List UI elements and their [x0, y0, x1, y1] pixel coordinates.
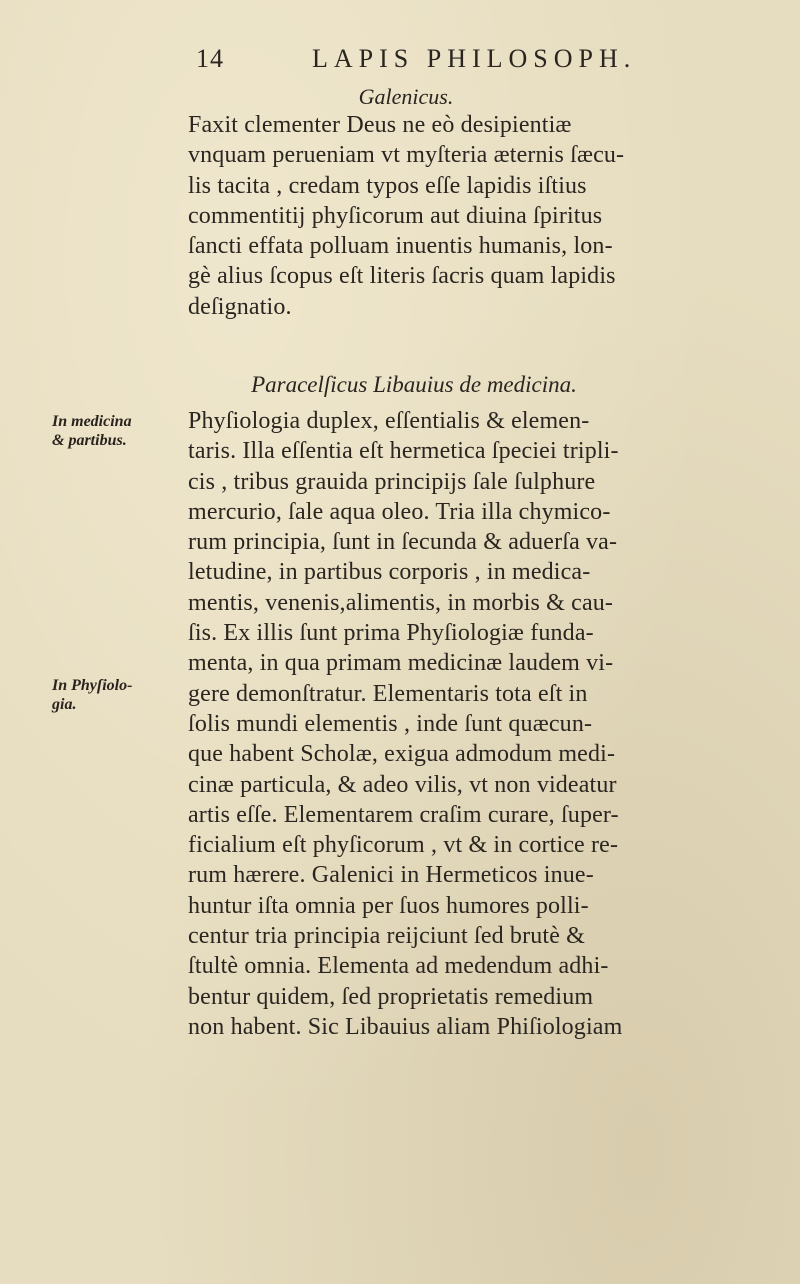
text-line: lis tacita , credam typos eſſe lapidis iſtius [188, 172, 587, 199]
margin-note-line: In medicina [52, 413, 132, 430]
text-line: ficialium eſt phyſicorum , vt & in cortice re- [188, 832, 619, 859]
text-line: ſancti effata polluam inuentis humanis, lon- [188, 233, 613, 260]
text-line: Phyſiologia duplex, eſſentialis & elemen- [188, 408, 590, 434]
speaker-heading-paracelsicus: Paracelſicus Libauius de medicina. [251, 372, 577, 397]
margin-note-line: gia. [52, 696, 77, 713]
text-line: mercurio, ſale aqua oleo. Tria illa chymico- [188, 498, 611, 525]
text-line: letudine, in partibus corporis , in medica- [188, 559, 591, 586]
text-line: deſignatio. [188, 293, 292, 320]
text-line: mentis, venenis,alimentis, in morbis & cau- [188, 589, 614, 616]
text-line: cis , tribus grauida principijs ſale ſulphure [188, 468, 596, 495]
running-title: LAPIS PHILOSOPH. [312, 44, 637, 73]
text-line: rum principia, ſunt in ſecunda & aduerſa va- [188, 529, 618, 556]
text-line: menta, in qua primam medicinæ laudem vi- [188, 650, 614, 677]
margin-note-medicina [52, 412, 192, 450]
paragraph-galenicus [188, 110, 740, 322]
text-line: vnquam perueniam vt myſteria æternis ſæcu- [188, 142, 625, 169]
running-head [0, 44, 800, 84]
text-line: Faxit clementer Deus ne eò desipientiæ [188, 112, 572, 138]
text-line: non habent. Sic Libauius aliam Phiſiologiam [188, 1013, 623, 1040]
text-line: ſolis mundi elementis , inde ſunt quæcun- [188, 710, 593, 737]
text-line: que habent Scholæ, exigua admodum medi- [188, 741, 616, 768]
text-line: huntur iſta omnia per ſuos humores polli- [188, 892, 589, 919]
paragraph-paracelsicus [188, 406, 740, 1042]
text-line: artis eſſe. Elementarem craſim curare, ſuper- [188, 801, 619, 828]
speaker-heading-galenicus: Galenicus. [358, 84, 454, 109]
text-line: bentur quidem, ſed proprietatis remedium [188, 983, 594, 1010]
margin-note-line: In Phyſiolo- [52, 677, 133, 694]
margin-note-line: & partibus. [52, 432, 127, 449]
text-line: taris. Illa eſſentia eſt hermetica ſpeciei tripli- [188, 438, 619, 465]
text-line: gè alius ſcopus eſt literis ſacris quam lapidis [188, 263, 616, 290]
margin-note-physiologia [52, 676, 192, 714]
text-line: cinæ particula, & adeo vilis, vt non videatur [188, 771, 617, 798]
text-line: ſtultè omnia. Elementa ad medendum adhi- [188, 953, 609, 980]
page-number: 14 [196, 44, 224, 73]
text-line: ſis. Ex illis ſunt prima Phyſiologiæ funda- [188, 620, 594, 647]
text-line: gere demonſtratur. Elementaris tota eſt in [188, 680, 588, 707]
text-line: centur tria principia reijciunt ſed brutè & [188, 923, 585, 950]
text-line: commentitij phyſicorum aut diuina ſpiritus [188, 202, 603, 229]
text-line: rum hærere. Galenici in Hermeticos inue- [188, 862, 594, 889]
